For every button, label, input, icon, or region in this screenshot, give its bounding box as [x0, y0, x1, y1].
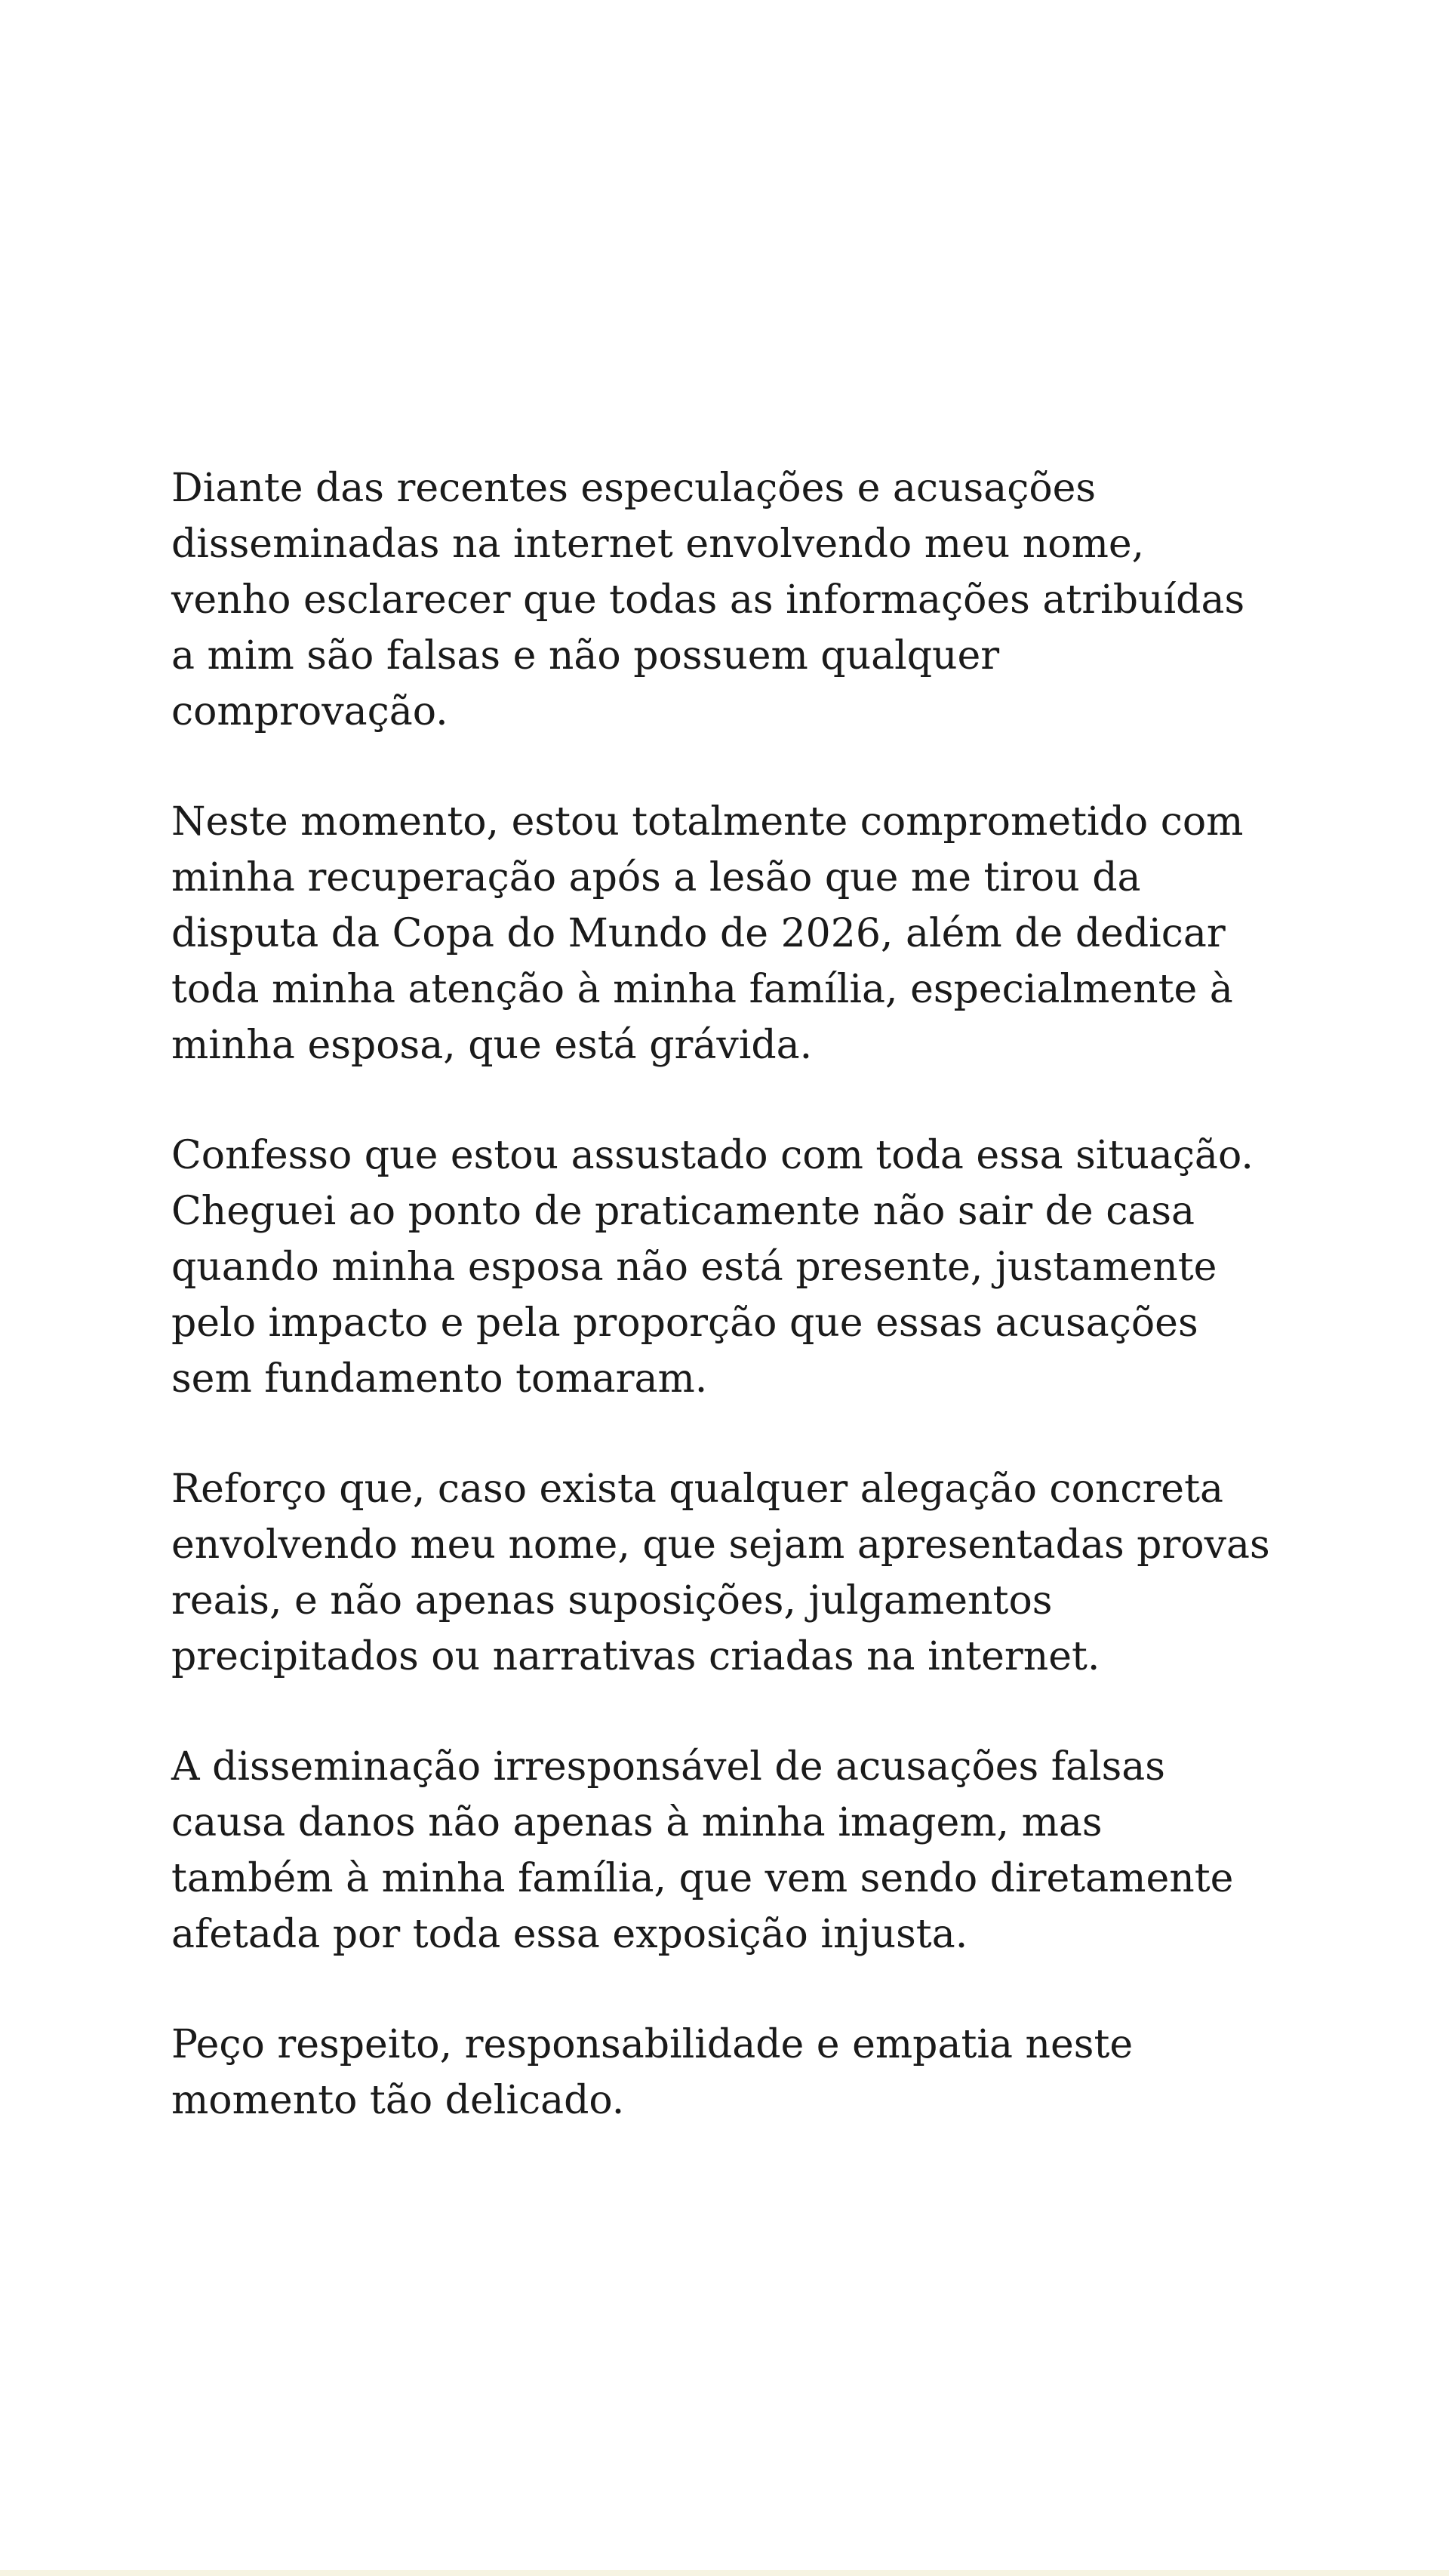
text-line: venho esclarecer que todas as informações atribuídas	[171, 577, 1245, 623]
text-line: a mim são falsas e não possuem qualquer	[171, 633, 1000, 679]
text-line: afetada por toda essa exposição injusta.	[171, 1912, 968, 1957]
text-line: minha esposa, que está grávida.	[171, 1023, 813, 1068]
text-line: disputa da Copa do Mundo de 2026, além de dedicar	[171, 911, 1226, 956]
text-line: causa danos não apenas à minha imagem, mas	[171, 1800, 1103, 1845]
bottom-edge-divider	[0, 2570, 1449, 2576]
paragraph-4	[171, 1461, 1349, 1685]
paragraph-6	[171, 2017, 1349, 2128]
text-line: A disseminação irresponsável de acusações falsas	[171, 1744, 1165, 1790]
text-line: Neste momento, estou totalmente comprometido com	[171, 799, 1244, 845]
text-line: toda minha atenção à minha família, especialmente à	[171, 967, 1233, 1012]
text-line: também à minha família, que vem sendo diretamente	[171, 1856, 1234, 1901]
text-line: quando minha esposa não está presente, justamente	[171, 1245, 1217, 1290]
text-line: pelo impacto e pela proporção que essas acusações	[171, 1300, 1198, 1346]
text-line: comprovação.	[171, 689, 448, 734]
paragraph-5	[171, 1739, 1349, 1962]
paragraph-2	[171, 794, 1349, 1073]
text-line: Reforço que, caso exista qualquer alegação concreta	[171, 1467, 1223, 1512]
paragraph-1	[171, 460, 1349, 740]
paragraph-3	[171, 1128, 1349, 1407]
text-line: precipitados ou narrativas criadas na internet.	[171, 1634, 1100, 1679]
text-line: reais, e não apenas suposições, julgamentos	[171, 1578, 1053, 1623]
text-line: Peço respeito, responsabilidade e empatia neste	[171, 2022, 1134, 2067]
text-line: Diante das recentes especulações e acusações	[171, 466, 1097, 511]
text-line: envolvendo meu nome, que sejam apresentadas provas	[171, 1522, 1270, 1568]
text-line: Cheguei ao ponto de praticamente não sair de casa	[171, 1189, 1195, 1234]
text-line: momento tão delicado.	[171, 2078, 625, 2123]
statement-text	[171, 460, 1349, 2128]
text-line: disseminadas na internet envolvendo meu nome,	[171, 522, 1145, 567]
text-line: sem fundamento tomaram.	[171, 1356, 708, 1402]
text-line: minha recuperação após a lesão que me tirou da	[171, 855, 1141, 900]
text-line: Confesso que estou assustado com toda essa situação.	[171, 1133, 1254, 1178]
